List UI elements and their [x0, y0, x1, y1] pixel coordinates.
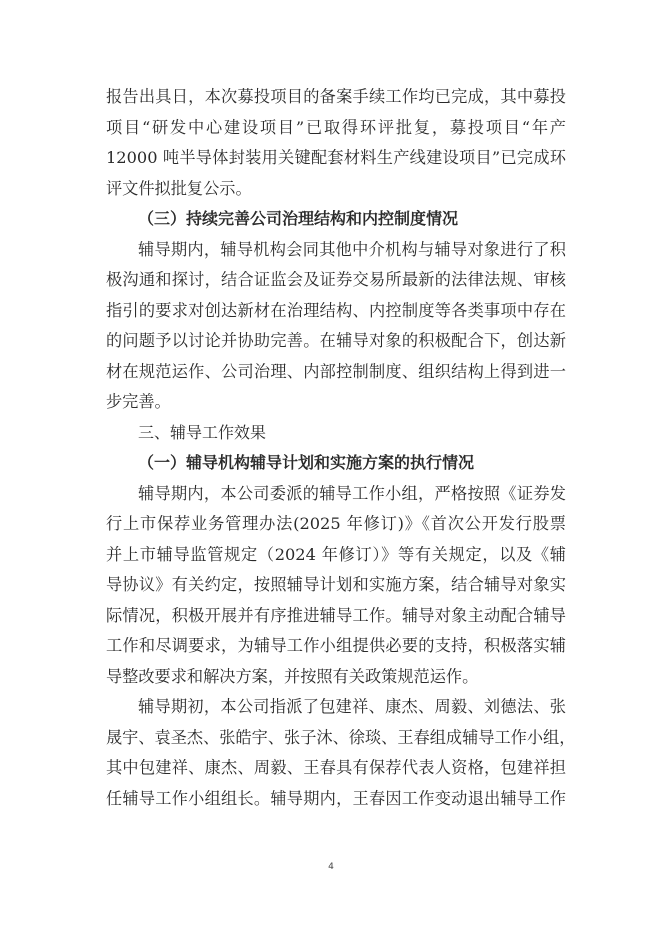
paragraph-1-line-1: 报告出具日，本次募投项目的备案手续工作均已完成，其中募投 [106, 87, 566, 106]
paragraph-2-line-3: 指引的要求对创达新材在治理结构、内控制度等各类事项中存在 [106, 301, 566, 320]
paragraph-2-line-6: 步完善。 [106, 392, 171, 411]
paragraph-3-line-6: 工作和尽调要求，为辅导工作小组提供必要的支持，积极落实辅 [106, 636, 566, 655]
paragraph-4-line-1: 辅导期初，本公司指派了包建祥、康杰、周毅、刘德法、张 [138, 697, 566, 716]
paragraph-1-line-3: 12000 吨半导体封装用关键配套材料生产线建设项目”已完成环 [106, 148, 566, 167]
paragraph-3-line-4: 导协议》有关约定，按照辅导计划和实施方案，结合辅导对象实 [106, 575, 566, 594]
paragraph-3-line-5: 际情况，积极开展并有序推进辅导工作。辅导对象主动配合辅导 [106, 606, 566, 625]
section-heading-3: 三、辅导工作效果 [138, 423, 267, 442]
paragraph-3-line-3: 并上市辅导监管规定（2024 年修订）》等有关规定，以及《辅 [106, 545, 566, 564]
paragraph-2-line-1: 辅导期内，辅导机构会同其他中介机构与辅导对象进行了积 [138, 240, 566, 259]
paragraph-1-line-4: 评文件拟批复公示。 [106, 179, 252, 198]
subsection-heading-1: （一）辅导机构辅导计划和实施方案的执行情况 [138, 453, 475, 472]
paragraph-2-line-2: 极沟通和探讨，结合证监会及证券交易所最新的法律法规、审核 [106, 270, 566, 289]
paragraph-4-line-2: 晟宇、袁圣杰、张皓宇、张子沐、徐琰、王春组成辅导工作小组， [106, 728, 576, 747]
paragraph-3-line-2: 行上市保荐业务管理办法(2025 年修订)》《首次公开发行股票 [106, 514, 566, 533]
subsection-heading-3: （三）持续完善公司治理结构和内控制度情况 [138, 209, 459, 228]
paragraph-4-line-4: 任辅导工作小组组长。辅导期内，王春因工作变动退出辅导工作 [106, 789, 566, 808]
paragraph-3-line-1: 辅导期内，本公司委派的辅导工作小组，严格按照《证券发 [138, 484, 566, 503]
paragraph-2-line-5: 材在规范运作、公司治理、内部控制制度、组织结构上得到进一 [106, 362, 566, 381]
paragraph-1-line-2: 项目“研发中心建设项目”已取得环评批复，募投项目“年产 [106, 118, 566, 137]
page-number: 4 [328, 862, 334, 872]
paragraph-2-line-4: 的问题予以讨论并协助完善。在辅导对象的积极配合下，创达新 [106, 331, 566, 350]
paragraph-3-line-7: 导整改要求和解决方案，并按照有关政策规范运作。 [106, 667, 479, 686]
paragraph-4-line-3: 其中包建祥、康杰、周毅、王春具有保荐代表人资格，包建祥担 [106, 758, 566, 777]
